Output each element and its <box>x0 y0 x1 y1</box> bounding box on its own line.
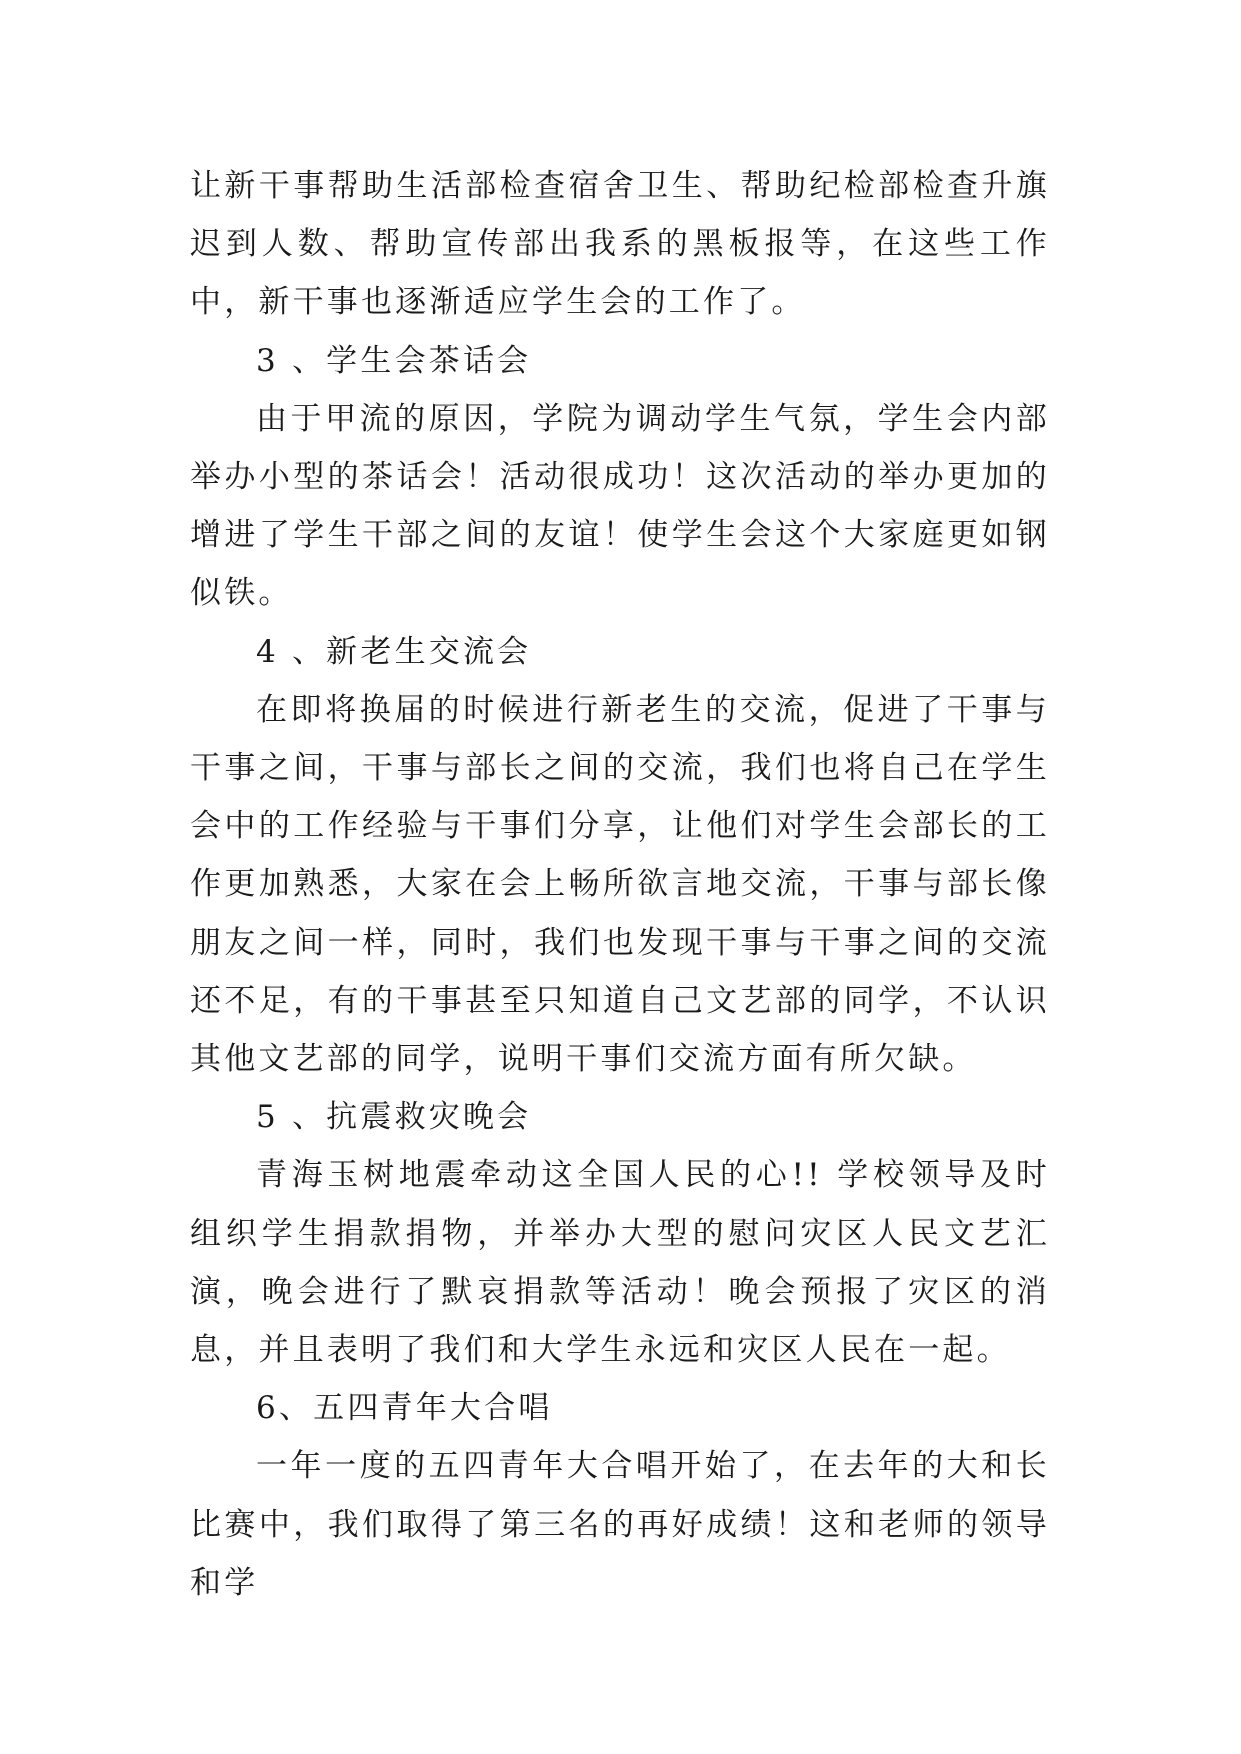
paragraph-chorus: 一年一度的五四青年大合唱开始了，在去年的大和长比赛中，我们取得了第三名的再好成绩！这和老师的领导和学 <box>190 1448 1050 1601</box>
paragraph-exchange-meeting: 在即将换届的时候进行新老生的交流，促进了干事与干事之间，干事与部长之间的交流，我们也将自己在学生会中的工作经验与干事们分享，让他们对学生会部长的工作更加熟悉，大家在会上畅所欲言地交流，干事与部长像朋友之间一样，同时，我们也发现干事与干事之间的交流还不足，有的干事甚至只知道自己文艺部的同学，不认识其他文艺部的同学，说明干事们交流方面有所欠缺。 <box>190 691 1050 1078</box>
paragraph-tea-party: 由于甲流的原因，学院为调动学生气氛，学生会内部举办小型的茶话会！活动很成功！这次活动的举办更加的增进了学生干部之间的友谊！使学生会这个大家庭更如钢似铁。 <box>190 400 1050 612</box>
paragraph-relief-gala: 青海玉树地震牵动这全国人民的心!! 学校领导及时组织学生捐款捐物，并举办大型的慰问灾区人民文艺汇演，晚会进行了默哀捐款等活动！晚会预报了灾区的消息，并且表明了我们和大学生永远和灾区人民在一起。 <box>190 1157 1050 1369</box>
section-heading-exchange-meeting: 4 、新老生交流会 <box>256 633 532 670</box>
section-heading-chorus: 6、五四青年大合唱 <box>256 1390 553 1427</box>
document-body <box>190 157 1050 1612</box>
section-heading-tea-party: 3 、学生会茶话会 <box>256 342 532 379</box>
paragraph-continuation: 让新干事帮助生活部检查宿舍卫生、帮助纪检部检查升旗迟到人数、帮助宣传部出我系的黑板报等，在这些工作中，新干事也逐渐适应学生会的工作了。 <box>190 168 1050 321</box>
section-heading-relief-gala: 5 、抗震救灾晚会 <box>256 1099 532 1136</box>
